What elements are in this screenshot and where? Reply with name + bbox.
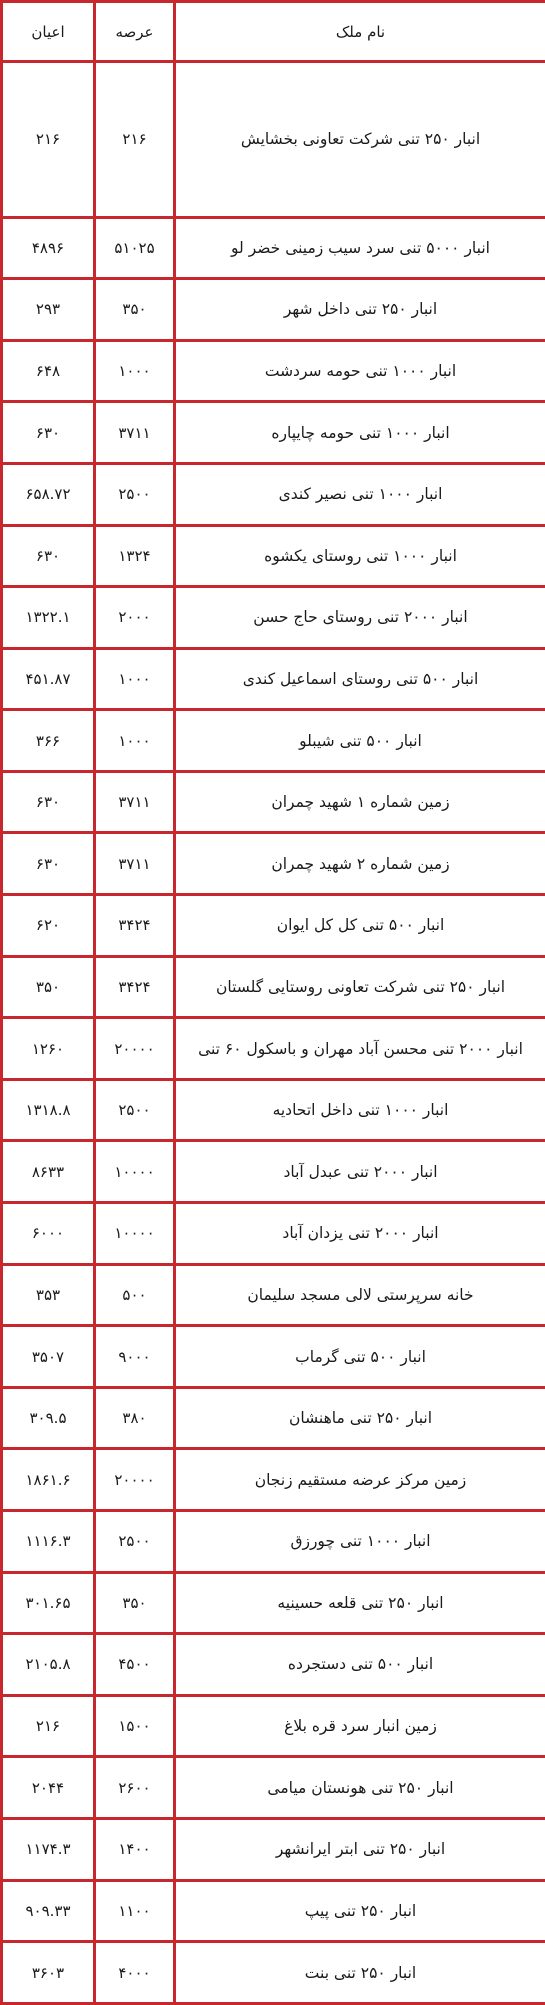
cell-name: انبار ۱۰۰۰ تنی چورزق <box>175 1511 545 1573</box>
table-row <box>2 463 545 525</box>
cell-ayan: ۶۳۰ <box>2 771 95 833</box>
header-ayan: اعیان <box>2 2 95 62</box>
cell-area: ۱۰۰۰ <box>95 710 175 772</box>
table-row <box>2 1449 545 1511</box>
cell-name: انبار ۲۵۰ تنی شرکت تعاونی بخشایش <box>175 62 545 218</box>
table-row <box>2 1326 545 1388</box>
cell-area: ۳۷۱۱ <box>95 833 175 895</box>
cell-ayan: ۳۶۶ <box>2 710 95 772</box>
cell-ayan: ۳۰۱.۶۵ <box>2 1572 95 1634</box>
cell-ayan: ۲۹۳ <box>2 279 95 341</box>
cell-ayan: ۴۵۱.۸۷ <box>2 648 95 710</box>
cell-area: ۲۰۰۰۰ <box>95 1018 175 1080</box>
cell-name: انبار ۵۰۰ تنی گرماب <box>175 1326 545 1388</box>
cell-name: انبار ۲۵۰ تنی داخل شهر <box>175 279 545 341</box>
cell-name: انبار ۲۵۰ تنی شرکت تعاونی روستایی گلستان <box>175 956 545 1018</box>
cell-name: انبار ۲۵۰ تنی ابتر ایرانشهر <box>175 1818 545 1880</box>
cell-area: ۲۰۰۰ <box>95 587 175 649</box>
cell-name: انبار ۲۰۰۰ تنی عبدل آباد <box>175 1141 545 1203</box>
cell-area: ۹۰۰۰ <box>95 1326 175 1388</box>
cell-name: زمین مرکز عرضه مستقیم زنجان <box>175 1449 545 1511</box>
table-row <box>2 956 545 1018</box>
cell-name: انبار ۲۵۰ تنی پیپ <box>175 1880 545 1942</box>
cell-ayan: ۱۳۱۸.۸ <box>2 1079 95 1141</box>
cell-ayan: ۱۳۲۲.۱ <box>2 587 95 649</box>
cell-area: ۱۱۰۰ <box>95 1880 175 1942</box>
cell-area: ۲۰۰۰۰ <box>95 1449 175 1511</box>
table-row <box>2 1387 545 1449</box>
table-row <box>2 1203 545 1265</box>
cell-ayan: ۲۱۰۵.۸ <box>2 1634 95 1696</box>
cell-name: انبار ۲۵۰ تنی ماهنشان <box>175 1387 545 1449</box>
cell-name: انبار ۱۰۰۰ تنی حومه چایپاره <box>175 402 545 464</box>
table-row <box>2 279 545 341</box>
cell-name: انبار ۲۰۰۰ تنی یزدان آباد <box>175 1203 545 1265</box>
table-row <box>2 1757 545 1819</box>
table-row <box>2 1695 545 1757</box>
cell-area: ۳۸۰ <box>95 1387 175 1449</box>
cell-ayan: ۶۳۰ <box>2 402 95 464</box>
cell-area: ۱۰۰۰۰ <box>95 1203 175 1265</box>
table-row <box>2 1634 545 1696</box>
cell-area: ۱۰۰۰ <box>95 340 175 402</box>
cell-area: ۳۵۰ <box>95 1572 175 1634</box>
table-row <box>2 587 545 649</box>
cell-name: انبار ۲۵۰ تنی بنت <box>175 1942 545 2004</box>
header-name: نام ملک <box>175 2 545 62</box>
cell-area: ۱۰۰۰۰ <box>95 1141 175 1203</box>
cell-ayan: ۲۰۴۴ <box>2 1757 95 1819</box>
cell-area: ۳۷۱۱ <box>95 771 175 833</box>
cell-name: انبار ۲۵۰ تنی هونستان میامی <box>175 1757 545 1819</box>
header-area: عرصه <box>95 2 175 62</box>
cell-name: انبار ۵۰۰ تنی دستجرده <box>175 1634 545 1696</box>
cell-name: زمین انبار سرد قره بلاغ <box>175 1695 545 1757</box>
table-header-row <box>2 2 545 62</box>
table-row <box>2 340 545 402</box>
table-row <box>2 1818 545 1880</box>
cell-area: ۱۰۰۰ <box>95 648 175 710</box>
cell-name: انبار ۱۰۰۰ تنی روستای یکشوه <box>175 525 545 587</box>
cell-name: انبار ۲۰۰۰ تنی محسن آباد مهران و باسکول ۶۰ تنی <box>175 1018 545 1080</box>
cell-area: ۳۵۰ <box>95 279 175 341</box>
cell-ayan: ۱۲۶۰ <box>2 1018 95 1080</box>
cell-ayan: ۱۱۷۴.۳ <box>2 1818 95 1880</box>
cell-ayan: ۳۵۰ <box>2 956 95 1018</box>
table-row <box>2 895 545 957</box>
cell-name: زمین شماره ۱ شهید چمران <box>175 771 545 833</box>
cell-name: انبار ۵۰۰ تنی روستای اسماعیل کندی <box>175 648 545 710</box>
cell-area: ۲۵۰۰ <box>95 1079 175 1141</box>
table-row <box>2 62 545 218</box>
table-row <box>2 1018 545 1080</box>
table-row <box>2 1511 545 1573</box>
table-row <box>2 710 545 772</box>
cell-ayan: ۱۸۶۱.۶ <box>2 1449 95 1511</box>
cell-area: ۴۰۰۰ <box>95 1942 175 2004</box>
cell-ayan: ۶۲۰ <box>2 895 95 957</box>
table-row <box>2 1942 545 2004</box>
table-row <box>2 525 545 587</box>
cell-ayan: ۳۵۰۷ <box>2 1326 95 1388</box>
table-row <box>2 1880 545 1942</box>
cell-area: ۱۵۰۰ <box>95 1695 175 1757</box>
cell-name: انبار ۱۰۰۰ تنی داخل اتحادیه <box>175 1079 545 1141</box>
cell-name: انبار ۵۰۰ تنی کل کل ایوان <box>175 895 545 957</box>
cell-ayan: ۲۱۶ <box>2 62 95 218</box>
cell-area: ۳۴۲۴ <box>95 956 175 1018</box>
cell-name: انبار ۱۰۰۰ تنی نصیر کندی <box>175 463 545 525</box>
table-row <box>2 1141 545 1203</box>
cell-name: انبار ۱۰۰۰ تنی حومه سردشت <box>175 340 545 402</box>
cell-area: ۲۱۶ <box>95 62 175 218</box>
cell-name: خانه سرپرستی لالی مسجد سلیمان <box>175 1264 545 1326</box>
cell-ayan: ۶۴۸ <box>2 340 95 402</box>
table-row <box>2 402 545 464</box>
cell-ayan: ۸۶۳۳ <box>2 1141 95 1203</box>
cell-name: انبار ۲۰۰۰ تنی روستای حاج حسن <box>175 587 545 649</box>
cell-ayan: ۳۶۰۳ <box>2 1942 95 2004</box>
table-row <box>2 217 545 279</box>
cell-ayan: ۶۳۰ <box>2 833 95 895</box>
cell-area: ۱۴۰۰ <box>95 1818 175 1880</box>
cell-area: ۲۶۰۰ <box>95 1757 175 1819</box>
cell-name: انبار ۲۵۰ تنی قلعه حسینیه <box>175 1572 545 1634</box>
cell-area: ۲۵۰۰ <box>95 463 175 525</box>
cell-area: ۴۵۰۰ <box>95 1634 175 1696</box>
cell-area: ۱۳۲۴ <box>95 525 175 587</box>
table-row <box>2 833 545 895</box>
cell-area: ۵۱۰۲۵ <box>95 217 175 279</box>
table-row <box>2 648 545 710</box>
cell-ayan: ۳۰۹.۵ <box>2 1387 95 1449</box>
cell-ayan: ۶۵۸.۷۲ <box>2 463 95 525</box>
table-row <box>2 1079 545 1141</box>
cell-name: انبار ۵۰۰ تنی شیبلو <box>175 710 545 772</box>
cell-name: انبار ۵۰۰۰ تنی سرد سیب زمینی خضر لو <box>175 217 545 279</box>
table-row <box>2 1572 545 1634</box>
cell-ayan: ۴۸۹۶ <box>2 217 95 279</box>
cell-ayan: ۲۱۶ <box>2 1695 95 1757</box>
cell-area: ۳۴۲۴ <box>95 895 175 957</box>
cell-ayan: ۳۵۳ <box>2 1264 95 1326</box>
table-body <box>2 62 545 2004</box>
cell-area: ۳۷۱۱ <box>95 402 175 464</box>
cell-name: زمین شماره ۲ شهید چمران <box>175 833 545 895</box>
cell-area: ۲۵۰۰ <box>95 1511 175 1573</box>
cell-ayan: ۶۳۰ <box>2 525 95 587</box>
cell-ayan: ۶۰۰۰ <box>2 1203 95 1265</box>
table-row <box>2 1264 545 1326</box>
cell-area: ۵۰۰ <box>95 1264 175 1326</box>
cell-ayan: ۹۰۹.۳۳ <box>2 1880 95 1942</box>
cell-ayan: ۱۱۱۶.۳ <box>2 1511 95 1573</box>
table-row <box>2 771 545 833</box>
